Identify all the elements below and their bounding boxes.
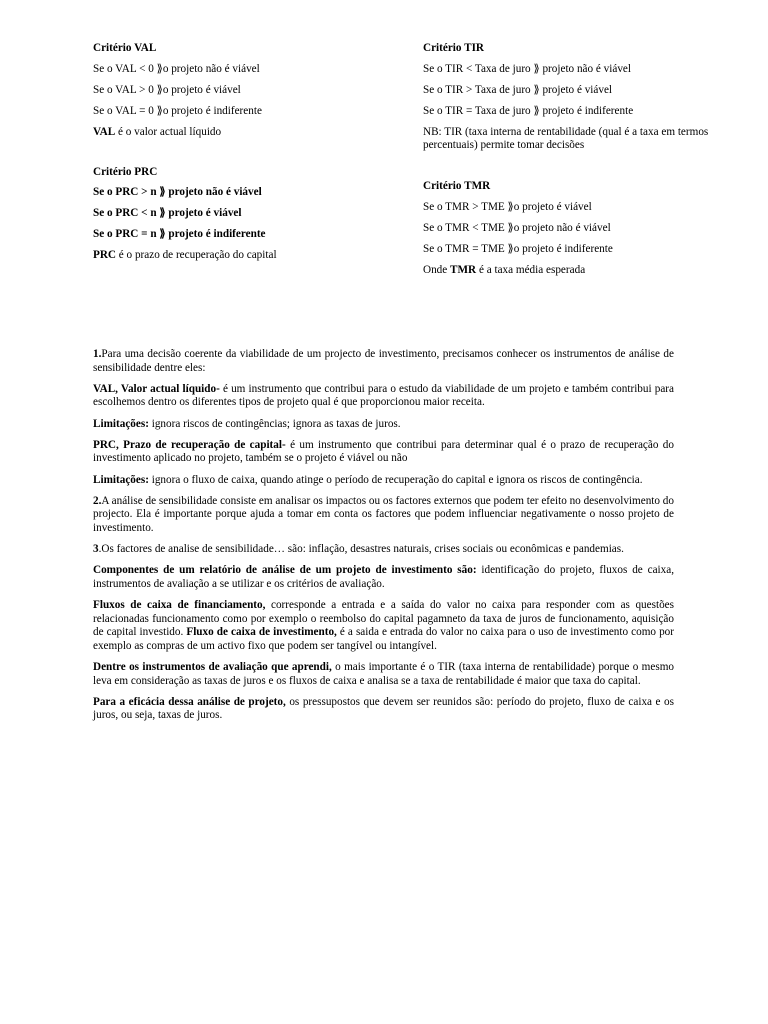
tmr-definition-prefix: Onde xyxy=(423,263,451,276)
paragraph-efficacy xyxy=(93,696,674,723)
body-text xyxy=(93,348,674,731)
prc-rule-3: Se o PRC = n ⟫ projeto é indiferente xyxy=(93,228,266,241)
paragraph-prc-limitations-term: Limitações: xyxy=(93,473,149,486)
paragraph-3-text: .Os factores de analise de sensibilidade… são: inflação, desastres naturais, crises sociais ou econômicas e pandemias. xyxy=(98,543,624,556)
val-definition-term: VAL xyxy=(93,125,116,138)
val-rule-3: Se o VAL = 0 ⟫o projeto é indiferente xyxy=(93,104,262,117)
prc-definition-text: é o prazo de recuperação do capital xyxy=(116,249,277,262)
right-column xyxy=(423,42,733,285)
paragraph-prc-limitations xyxy=(93,474,674,488)
paragraph-instruments-term: Dentre os instrumentos de avaliação que aprendi, xyxy=(93,661,332,674)
paragraph-prc-limitations-text: ignora o fluxo de caixa, quando atinge o período de recuperação do capital e ignora os riscos de contingência. xyxy=(148,473,643,486)
paragraph-efficacy-term: Para a eficácia dessa análise de projeto, xyxy=(93,695,286,708)
paragraph-instruments xyxy=(93,661,674,688)
tmr-definition-text: é a taxa média esperada xyxy=(476,263,586,276)
prc-rule-1: Se o PRC > n ⟫ projeto não é viável xyxy=(93,186,262,199)
criterio-val-section xyxy=(93,42,393,139)
criterio-prc-section xyxy=(93,166,393,263)
paragraph-3 xyxy=(93,543,674,557)
paragraph-1-text: Para uma decisão coerente da viabilidade de um projecto de investimento, precisamos conhecer os instrumentos de análise de sensibilidade dentre eles: xyxy=(93,348,674,374)
paragraph-val-term: VAL, Valor actual líquido- xyxy=(93,382,220,395)
paragraph-cash-flows xyxy=(93,599,674,653)
tmr-rule-1: Se o TMR > TME ⟫o projeto é viável xyxy=(423,200,592,213)
paragraph-prc xyxy=(93,439,674,466)
val-rule-2: Se o VAL > 0 ⟫o projeto é viável xyxy=(93,83,241,96)
paragraph-financing-flow-text: corresponde a entrada e a saída do valor no caixa para responder com as questões relacionadas funcionamento como por exemplo o reembolso do capital pagamneto da taxa de juros de funcionamento, aquisição de capital investido. xyxy=(93,599,674,639)
tmr-definition-term: TMR xyxy=(450,263,477,276)
val-definition xyxy=(93,126,393,140)
paragraph-financing-flow-term: Fluxos de caixa de financiamento, xyxy=(93,599,266,612)
paragraph-components-text: identificação do projeto, fluxos de caixa, instrumentos de avaliação a se utilizar e os critérios de avaliação. xyxy=(93,564,674,590)
paragraph-val-limitations xyxy=(93,418,674,432)
paragraph-1-number: 1. xyxy=(93,348,102,360)
criterio-tmr-heading: Critério TMR xyxy=(423,180,491,193)
val-rule-1: Se o VAL < 0 ⟫o projeto não é viável xyxy=(93,62,260,75)
paragraph-prc-text: é um instrumento que contribui para determinar qual é o prazo de recuperação do investimento aplicado no projeto, também se o projeto é viável ou não xyxy=(93,438,674,465)
paragraph-3-number: 3 xyxy=(93,543,99,556)
left-column xyxy=(93,42,393,270)
tir-rule-1: Se o TIR < Taxa de juro ⟫ projeto não é viável xyxy=(423,62,631,75)
prc-rule-2: Se o PRC < n ⟫ projeto é viável xyxy=(93,207,242,220)
criterio-tir-section xyxy=(423,42,733,153)
paragraph-efficacy-text: os pressupostos que devem ser reunidos são: período do projeto, fluxo de caixa e os juros, ou seja, taxas de juros. xyxy=(93,695,675,722)
paragraph-val-limitations-text: ignora riscos de contingências; ignora as taxas de juros. xyxy=(148,417,401,430)
paragraph-2-text: A análise de sensibilidade consiste em analisar os impactos ou os factores externos que podem ter efeito no desenvolvimento do projecto. Ela é importante porque ajuda a tomar em conta os factores que podem influenciar negativamente o nosso projeto de investimento. xyxy=(93,494,674,534)
paragraph-1 xyxy=(93,348,674,375)
paragraph-val xyxy=(93,383,674,410)
criterio-val-heading: Critério VAL xyxy=(93,42,157,54)
paragraph-prc-term: PRC, Prazo de recuperação de capital- xyxy=(93,438,286,451)
criterio-tmr-section xyxy=(423,180,733,277)
tir-note: NB: TIR (taxa interna de rentabilidade (qual é a taxa em termos percentuais) permite tomar decisões xyxy=(423,125,709,152)
paragraph-investment-flow-text: é a saida e entrada do valor no caixa para o uso de investimento como por exemplo as compras de um activo fixo que podem ser tangível ou intangível. xyxy=(93,626,674,652)
paragraph-investment-flow-term: Fluxo de caixa de investimento, xyxy=(186,626,337,639)
paragraph-components-term: Componentes de um relatório de análise de um projeto de investimento são: xyxy=(93,564,477,577)
criterio-tir-heading: Critério TIR xyxy=(423,42,485,54)
tir-rule-2: Se o TIR > Taxa de juro ⟫ projeto é viável xyxy=(423,83,613,96)
prc-definition-term: PRC xyxy=(93,249,116,262)
criterio-prc-heading: Critério PRC xyxy=(93,165,158,178)
tmr-rule-3: Se o TMR = TME ⟫o projeto é indiferente xyxy=(423,242,613,255)
tir-rule-3: Se o TIR = Taxa de juro ⟫ projeto é indiferente xyxy=(423,104,634,117)
val-definition-text: é o valor actual líquido xyxy=(115,125,222,138)
paragraph-val-limitations-term: Limitações: xyxy=(93,417,149,430)
paragraph-val-text: é um instrumento que contribui para o estudo da viabilidade de um projeto e também contribui para escolhemos dentro os diferentes tipos de projeto qual é que proporcionou maior receita. xyxy=(93,382,674,409)
paragraph-components xyxy=(93,564,674,591)
paragraph-instruments-text: o mais importante é o TIR (taxa interna de rentabilidade) porque o mesmo leva em consideração as taxas de juros e os fluxos de caixa e analisa se a taxa de rentabilidade é maior que taxa do capital. xyxy=(93,661,674,687)
tmr-rule-2: Se o TMR < TME ⟫o projeto não é viável xyxy=(423,221,611,234)
paragraph-2-number: 2. xyxy=(93,494,102,507)
paragraph-2 xyxy=(93,495,674,536)
prc-definition xyxy=(93,249,393,263)
tmr-definition xyxy=(423,264,733,278)
